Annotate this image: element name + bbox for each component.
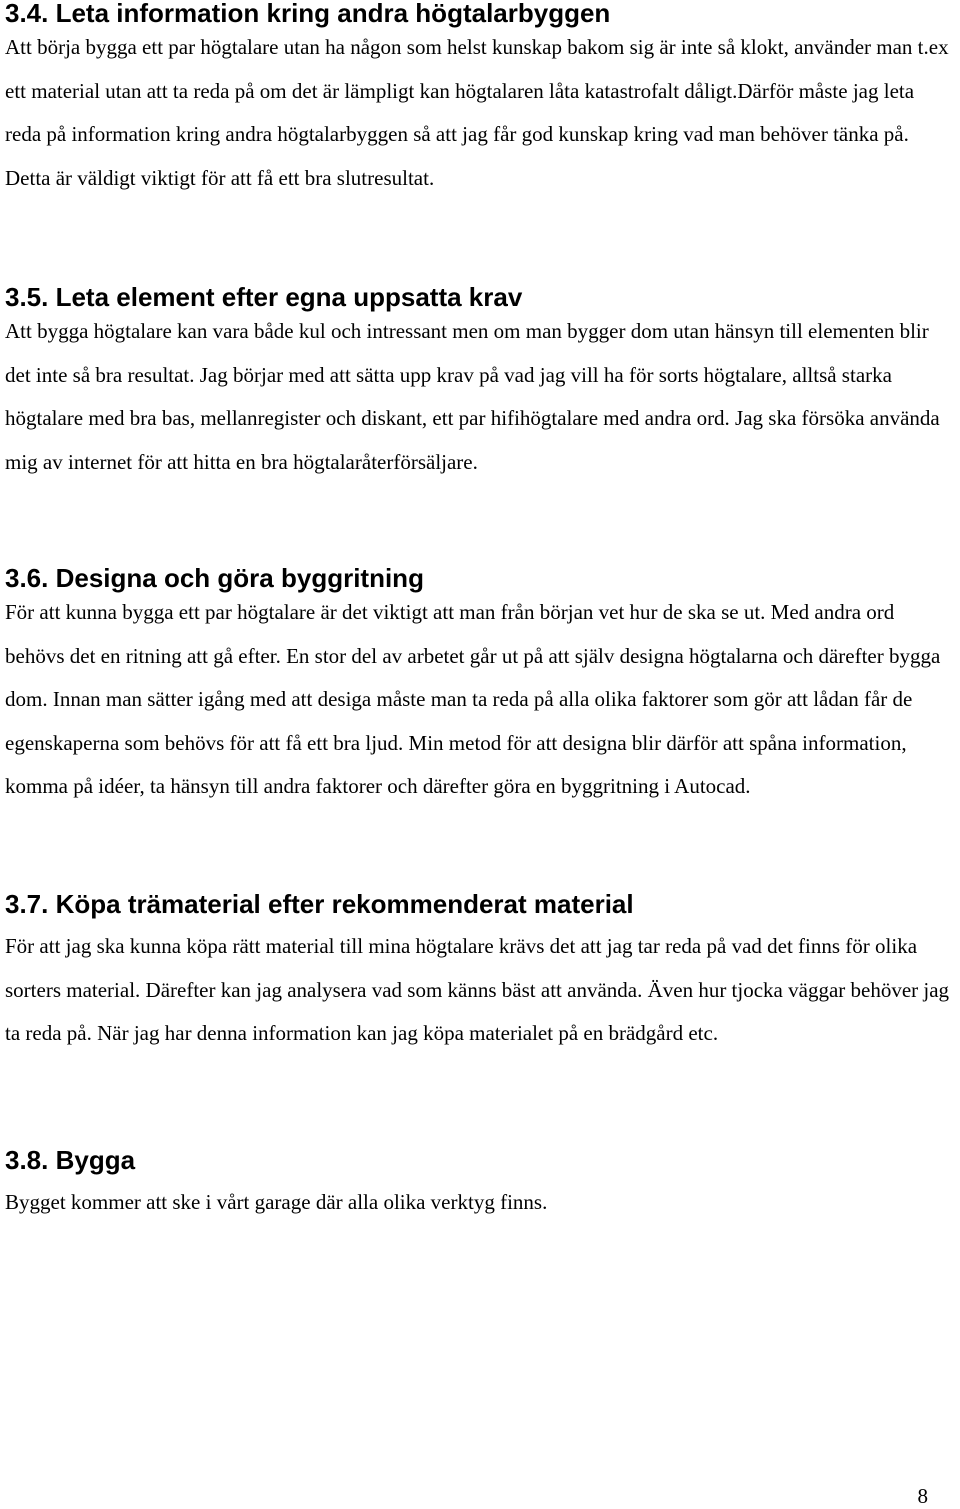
section-heading: 3.6. Designa och göra byggritning	[5, 563, 424, 593]
section-3-5	[5, 282, 955, 484]
section-body: Att bygga högtalare kan vara både kul och intressant men om man bygger dom utan hänsyn till elementen blir det inte så bra resultat. Jag börjar med att sätta upp krav på vad jag vill ha för sorts högtalare, alltså starka högtalare med bra bas, mellanregister och diskant, ett par hifihögtalare med andra ord. Jag ska försöka använda mig av internet för att hitta en bra högtalaråterförsäljare.	[5, 319, 940, 474]
section-3-6	[5, 563, 955, 809]
section-heading: 3.8. Bygga	[5, 1145, 136, 1175]
section-3-8	[5, 1145, 547, 1225]
page-number: 8	[917, 1484, 928, 1508]
section-body: För att kunna bygga ett par högtalare är det viktigt att man från början vet hur de ska se ut. Med andra ord behövs det en ritning att gå efter. En stor del av arbetet går ut på att själv designa högtalarna och därefter bygga dom. Innan man sätter igång med att desiga måste man ta reda på alla olika faktorer som gör att lådan får de egenskaperna som behövs för att få ett bra ljud. Min metod för att designa blir därför att spåna information, komma på idéer, ta hänsyn till andra faktorer och därefter göra en byggritning i Autocad.	[5, 600, 941, 798]
section-heading: 3.5. Leta element efter egna uppsatta krav	[5, 282, 523, 312]
section-body: För att jag ska kunna köpa rätt material till mina högtalare krävs det att jag tar reda på vad det finns för olika sorters material. Därefter kan jag analysera vad som känns bäst att använda. Även hur tjocka väggar behöver jag ta reda på. När jag har denna information kan jag köpa materialet på en brädgård etc.	[5, 934, 950, 1045]
section-3-7	[5, 889, 955, 1056]
section-heading: 3.4. Leta information kring andra högtalarbyggen	[5, 0, 611, 28]
section-3-4	[5, 0, 955, 200]
section-heading: 3.7. Köpa trämaterial efter rekommenderat material	[5, 889, 634, 919]
section-body: Att börja bygga ett par högtalare utan ha någon som helst kunskap bakom sig är inte så klokt, använder man t.ex ett material utan att ta reda på om det är lämpligt kan högtalaren låta katastrofalt dåligt.Därför måste jag leta reda på information kring andra högtalarbyggen så att jag får god kunskap kring vad man behöver tänka på. Detta är väldigt viktigt för att få ett bra slutresultat.	[5, 35, 949, 190]
section-body: Bygget kommer att ske i vårt garage där alla olika verktyg finns.	[5, 1190, 548, 1214]
